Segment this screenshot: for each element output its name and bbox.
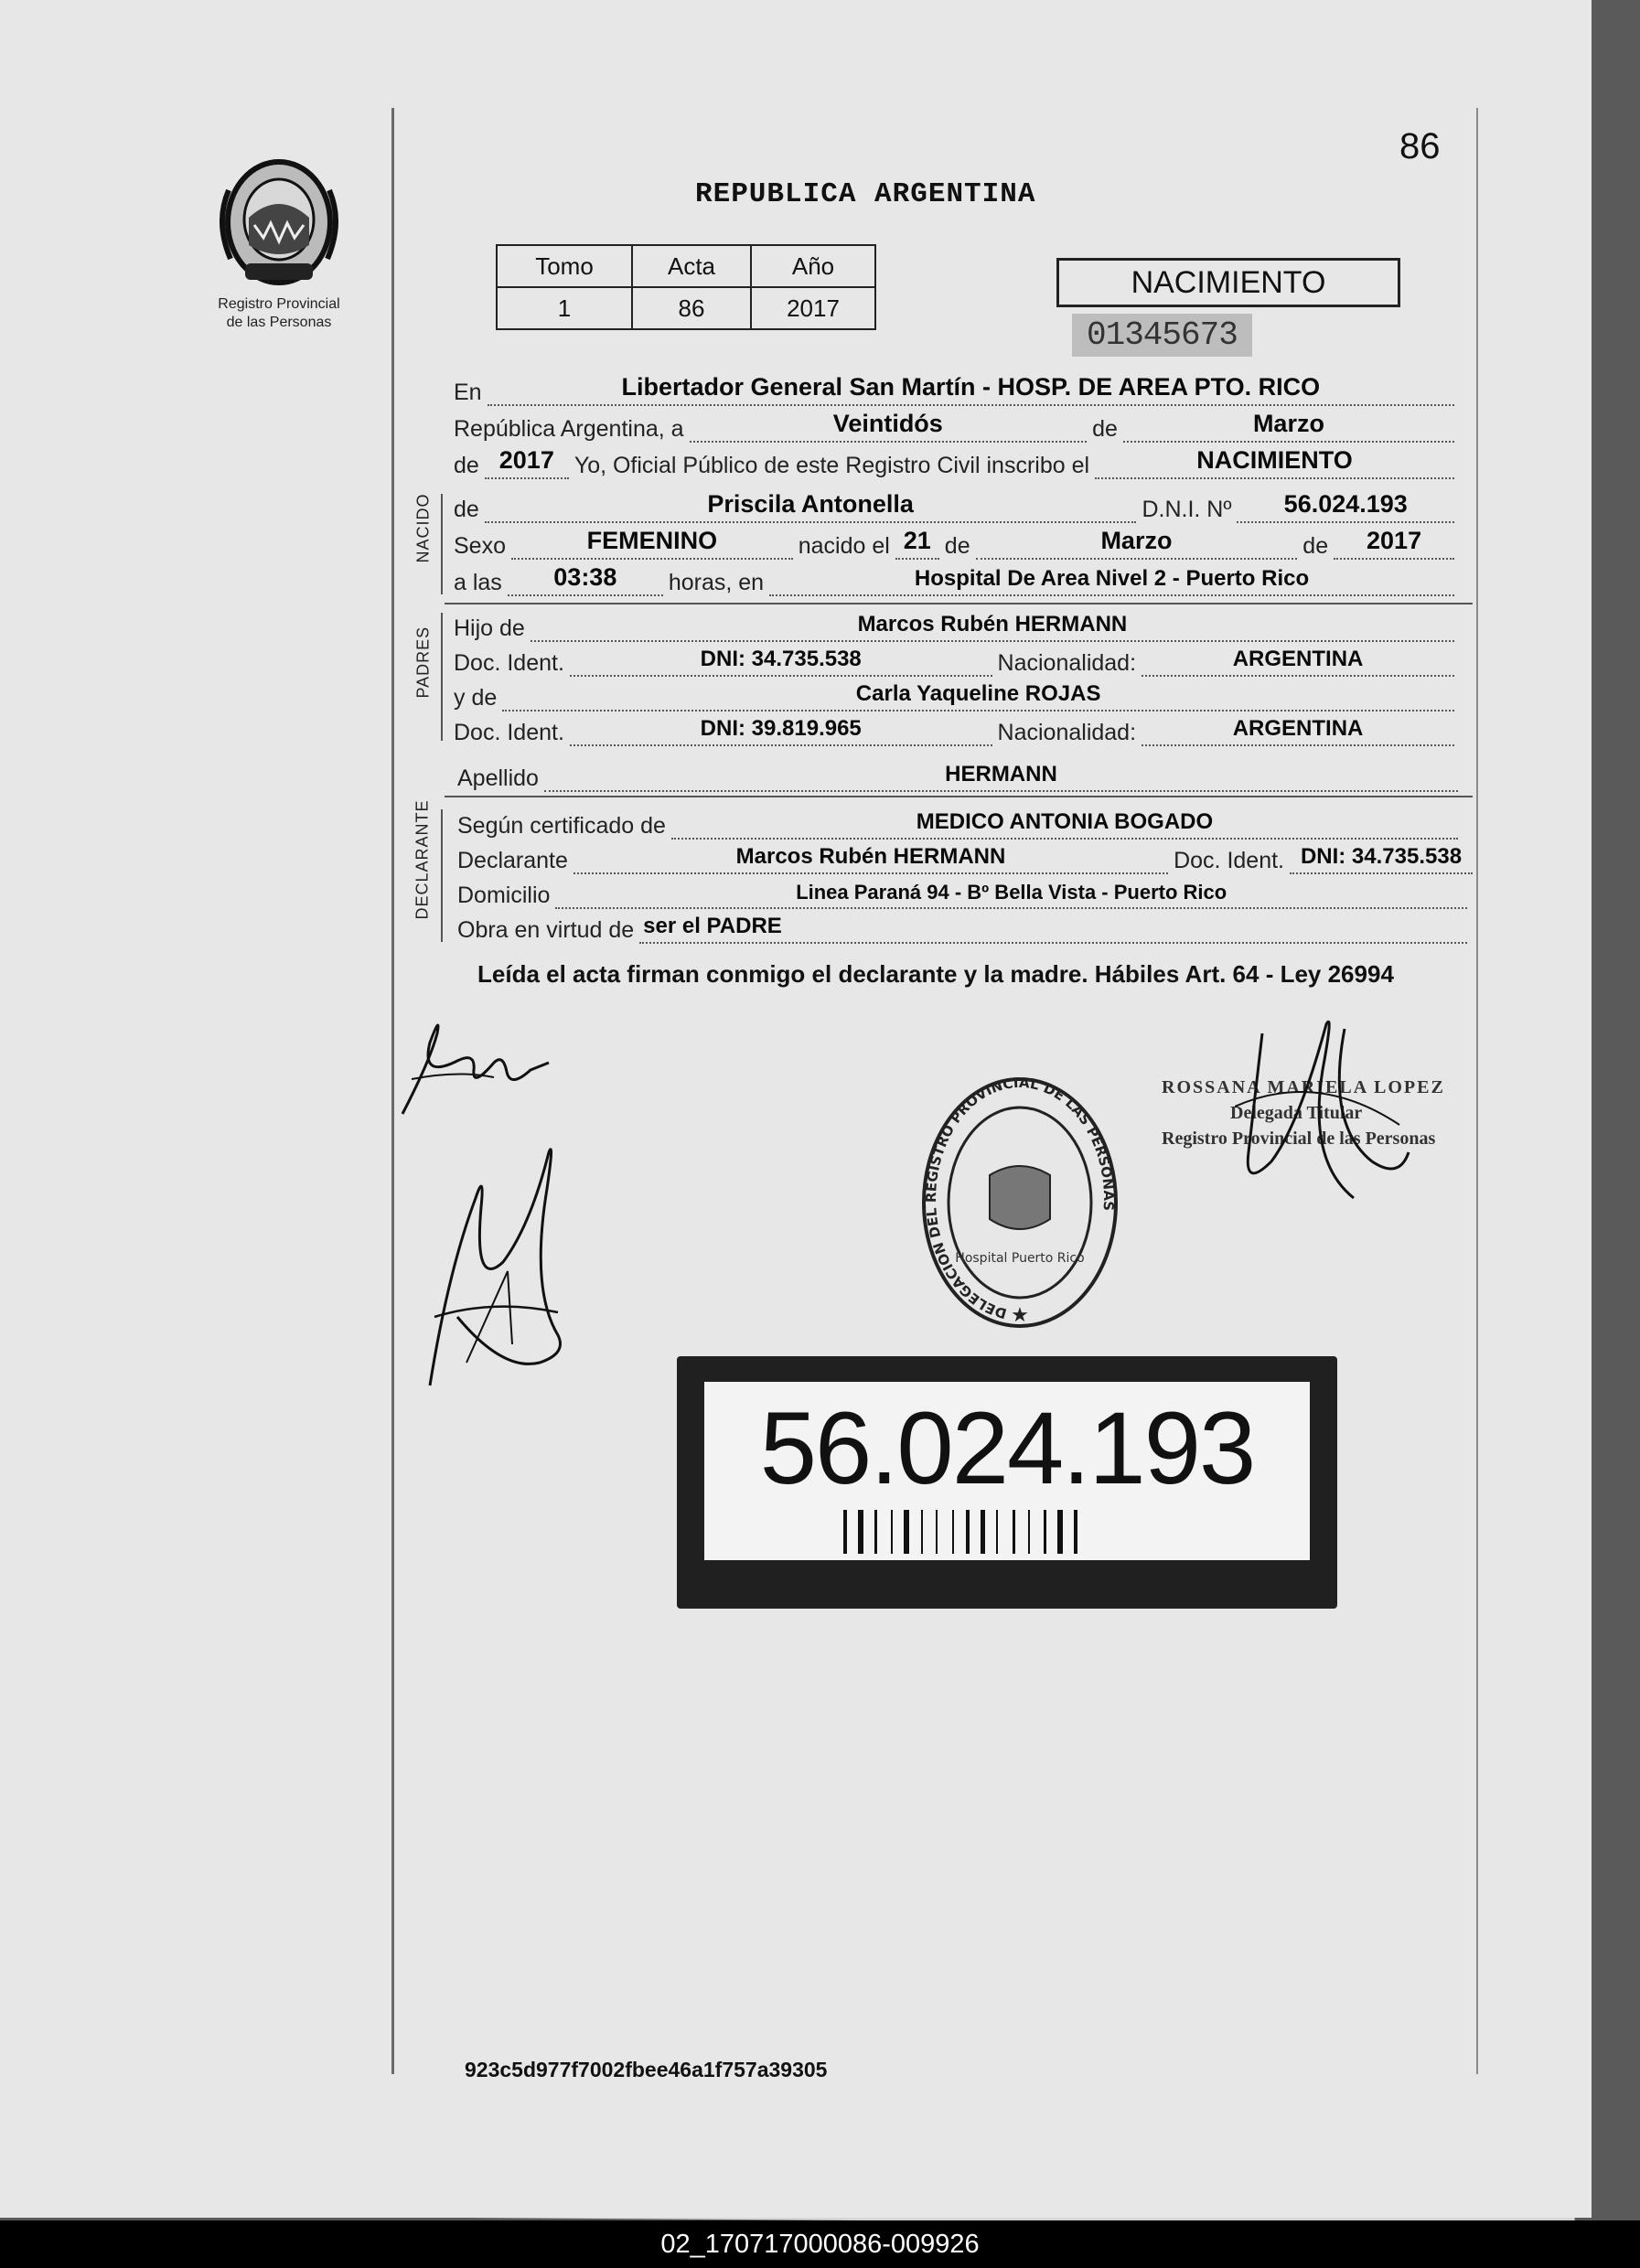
doc-label-2: Doc. Ident.	[454, 720, 564, 745]
header-tomo: Tomo	[497, 245, 632, 287]
value-tomo: 1	[497, 287, 632, 329]
obra-value: ser el PADRE	[643, 914, 782, 938]
de-label-2: de	[454, 453, 479, 478]
right-margin-line	[1476, 108, 1478, 2074]
born-label: nacido el	[798, 533, 890, 559]
surname: HERMANN	[945, 762, 1057, 786]
seal-inner-text: Hospital Puerto Rico	[955, 1251, 1085, 1266]
y-de-label: y de	[454, 685, 498, 711]
record-type-box: NACIMIENTO	[1056, 258, 1400, 307]
registry-logo	[210, 154, 348, 332]
republic-label: República Argentina, a	[454, 416, 684, 442]
father-doc-line	[454, 644, 1460, 677]
official-name: ROSSANA MARIELA LOPEZ	[1162, 1077, 1445, 1097]
misiones-crest-icon	[210, 154, 348, 291]
father-name-line	[454, 609, 1460, 642]
sex-value: FEMENINO	[586, 527, 718, 554]
doc-label-3: Doc. Ident.	[1174, 848, 1284, 873]
domicile-label: Domicilio	[457, 883, 551, 908]
dni-label: D.N.I. Nº	[1142, 497, 1232, 522]
domicile-value: Linea Paraná 94 - Bº Bella Vista - Puerto Rico	[796, 881, 1227, 904]
apellido-label: Apellido	[457, 765, 539, 791]
month-value: Marzo	[1252, 410, 1324, 437]
declarante-bracket	[441, 809, 443, 942]
certificate-value: MEDICO ANTONIA BOGADO	[916, 809, 1214, 834]
father-name: Marcos Rubén HERMANN	[857, 612, 1128, 637]
certificate-label: Según certificado de	[457, 813, 666, 839]
padres-bracket	[441, 613, 443, 741]
registry-caption-line-1: Registro Provincial	[218, 296, 340, 312]
mother-nationality: ARGENTINA	[1232, 716, 1364, 741]
doc-label: Doc. Ident.	[454, 650, 564, 676]
date-line	[454, 410, 1460, 443]
seal-ring-text: DELEGACION DEL REGISTRO PROVINCIAL DE LAS PERSONAS	[922, 1074, 1118, 1322]
side-label-padres: PADRES	[413, 626, 433, 699]
footer-code: 02_170717000086-009926	[660, 2230, 980, 2259]
a-las-label: a las	[454, 570, 502, 595]
place-line	[454, 373, 1460, 406]
hijo-label: Hijo de	[454, 615, 525, 641]
obra-line	[457, 911, 1473, 944]
declarant-line	[457, 841, 1473, 874]
side-label-nacido: NACIDO	[413, 493, 433, 563]
father-doc: DNI: 34.735.538	[700, 647, 862, 671]
nationality-label-2: Nacionalidad:	[997, 720, 1137, 745]
tomo-acta-ano-table	[496, 244, 876, 330]
footer-code-bar	[0, 2220, 1640, 2268]
mother-name-line	[454, 679, 1460, 711]
father-nationality: ARGENTINA	[1232, 647, 1364, 671]
value-ano: 2017	[751, 287, 875, 329]
obra-label: Obra en virtud de	[457, 917, 635, 943]
separator-2	[445, 796, 1473, 797]
separator-1	[445, 603, 1473, 604]
birth-time-line	[454, 563, 1460, 596]
mother-doc: DNI: 39.819.965	[700, 716, 862, 741]
registry-seal	[915, 1065, 1125, 1349]
sticker-number: 56.024.193	[759, 1391, 1255, 1505]
birth-time: 03:38	[553, 563, 617, 591]
day-words: Veintidós	[832, 410, 943, 437]
page-number: 86	[1399, 126, 1441, 166]
domicile-line	[457, 876, 1473, 909]
birth-date-line	[454, 527, 1460, 560]
mother-doc-line	[454, 713, 1460, 746]
country-title: REPUBLICA ARGENTINA	[695, 178, 1036, 210]
sticker-label	[704, 1382, 1310, 1560]
surname-line	[457, 759, 1463, 792]
certificate-line	[457, 807, 1463, 840]
record-word: NACIMIENTO	[1196, 446, 1353, 474]
birth-month: Marzo	[1100, 527, 1173, 554]
nacido-bracket	[441, 494, 443, 594]
child-name-line	[454, 490, 1460, 523]
signature-2	[421, 1134, 604, 1399]
declarant-doc: DNI: 34.735.538	[1300, 844, 1463, 869]
closing-statement: Leída el acta firman conmigo el declarante y la madre. Hábiles Art. 64 - Ley 26994	[477, 960, 1394, 988]
de-label: de	[1092, 416, 1118, 442]
declarant-name: Marcos Rubén HERMANN	[735, 844, 1006, 869]
dni-number-sticker	[677, 1356, 1337, 1609]
official-signature	[1235, 1015, 1418, 1207]
de-label-4: de	[944, 533, 970, 559]
child-dni: 56.024.193	[1283, 490, 1408, 518]
place-value: Libertador General San Martín - HOSP. DE AREA PTO. RICO	[621, 373, 1321, 401]
signature-1	[393, 1006, 558, 1125]
official-title: Delegada Titular	[1230, 1103, 1363, 1123]
sexo-label: Sexo	[454, 533, 506, 559]
horas-label: horas, en	[668, 570, 765, 595]
registrar-text: Yo, Oficial Público de este Registro Civil inscribo el	[573, 453, 1090, 478]
birth-day: 21	[903, 527, 931, 554]
barcode	[843, 1510, 1173, 1554]
serial-number: 01345673	[1072, 314, 1252, 357]
de-label-3: de	[454, 497, 479, 522]
declarant-label: Declarante	[457, 848, 568, 873]
de-label-5: de	[1302, 533, 1329, 559]
header-ano: Año	[751, 245, 875, 287]
en-label: En	[454, 380, 482, 405]
nationality-label: Nacionalidad:	[997, 650, 1137, 676]
side-label-declarante: DECLARANTE	[413, 799, 432, 920]
child-name: Priscila Antonella	[707, 490, 914, 518]
registry-caption-line-2: de las Personas	[226, 315, 332, 330]
official-office: Registro Provincial de las Personas	[1162, 1129, 1436, 1149]
header-acta: Acta	[632, 245, 751, 287]
mother-name: Carla Yaqueline ROJAS	[855, 681, 1101, 706]
birth-year: 2017	[1367, 527, 1422, 554]
value-acta: 86	[632, 287, 751, 329]
registrar-line	[454, 446, 1460, 479]
year-value: 2017	[498, 446, 554, 474]
seal-star-icon: ★	[1011, 1303, 1029, 1326]
birth-place: Hospital De Area Nivel 2 - Puerto Rico	[914, 566, 1310, 591]
document-hash: 923c5d977f7002fbee46a1f757a39305	[465, 2058, 828, 2081]
